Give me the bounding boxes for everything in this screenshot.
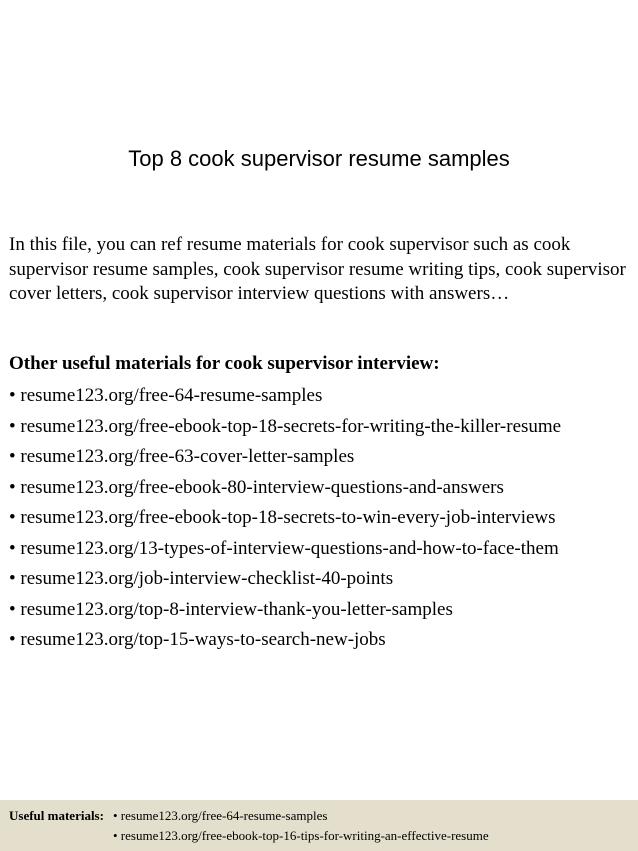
- other-materials-heading: Other useful materials for cook supervisor interview:: [9, 353, 440, 374]
- intro-paragraph: In this file, you can ref resume materials for cook supervisor such as cook supervisor resume samples, cook supervisor resume writing tips, cook supervisor cover letters, cook supervisor interview questions with answers…: [9, 234, 626, 304]
- list-item[interactable]: • resume123.org/free-ebook-top-18-secrets-to-win-every-job-interviews: [9, 507, 556, 528]
- footer-link[interactable]: • resume123.org/free-ebook-top-16-tips-for-writing-an-effective-resume: [113, 828, 489, 843]
- list-item[interactable]: • resume123.org/free-64-resume-samples: [9, 385, 323, 406]
- page-title: Top 8 cook supervisor resume samples: [128, 146, 510, 171]
- footer-links: [113, 806, 489, 846]
- list-item[interactable]: • resume123.org/free-63-cover-letter-samples: [9, 446, 355, 467]
- list-item[interactable]: • resume123.org/top-15-ways-to-search-new-jobs: [9, 629, 386, 650]
- footer-bar: [0, 800, 638, 851]
- list-item[interactable]: • resume123.org/top-8-interview-thank-you-letter-samples: [9, 598, 453, 620]
- list-item[interactable]: • resume123.org/13-types-of-interview-questions-and-how-to-face-them: [9, 537, 559, 559]
- list-item[interactable]: • resume123.org/job-interview-checklist-40-points: [9, 568, 394, 589]
- footer-link[interactable]: • resume123.org/free-64-resume-samples: [113, 808, 328, 823]
- list-item[interactable]: • resume123.org/free-ebook-top-18-secrets-for-writing-the-killer-resume: [9, 415, 562, 437]
- list-item[interactable]: • resume123.org/free-ebook-80-interview-questions-and-answers: [9, 476, 504, 498]
- footer-label: Useful materials:: [9, 808, 104, 823]
- other-materials-list: [9, 381, 561, 656]
